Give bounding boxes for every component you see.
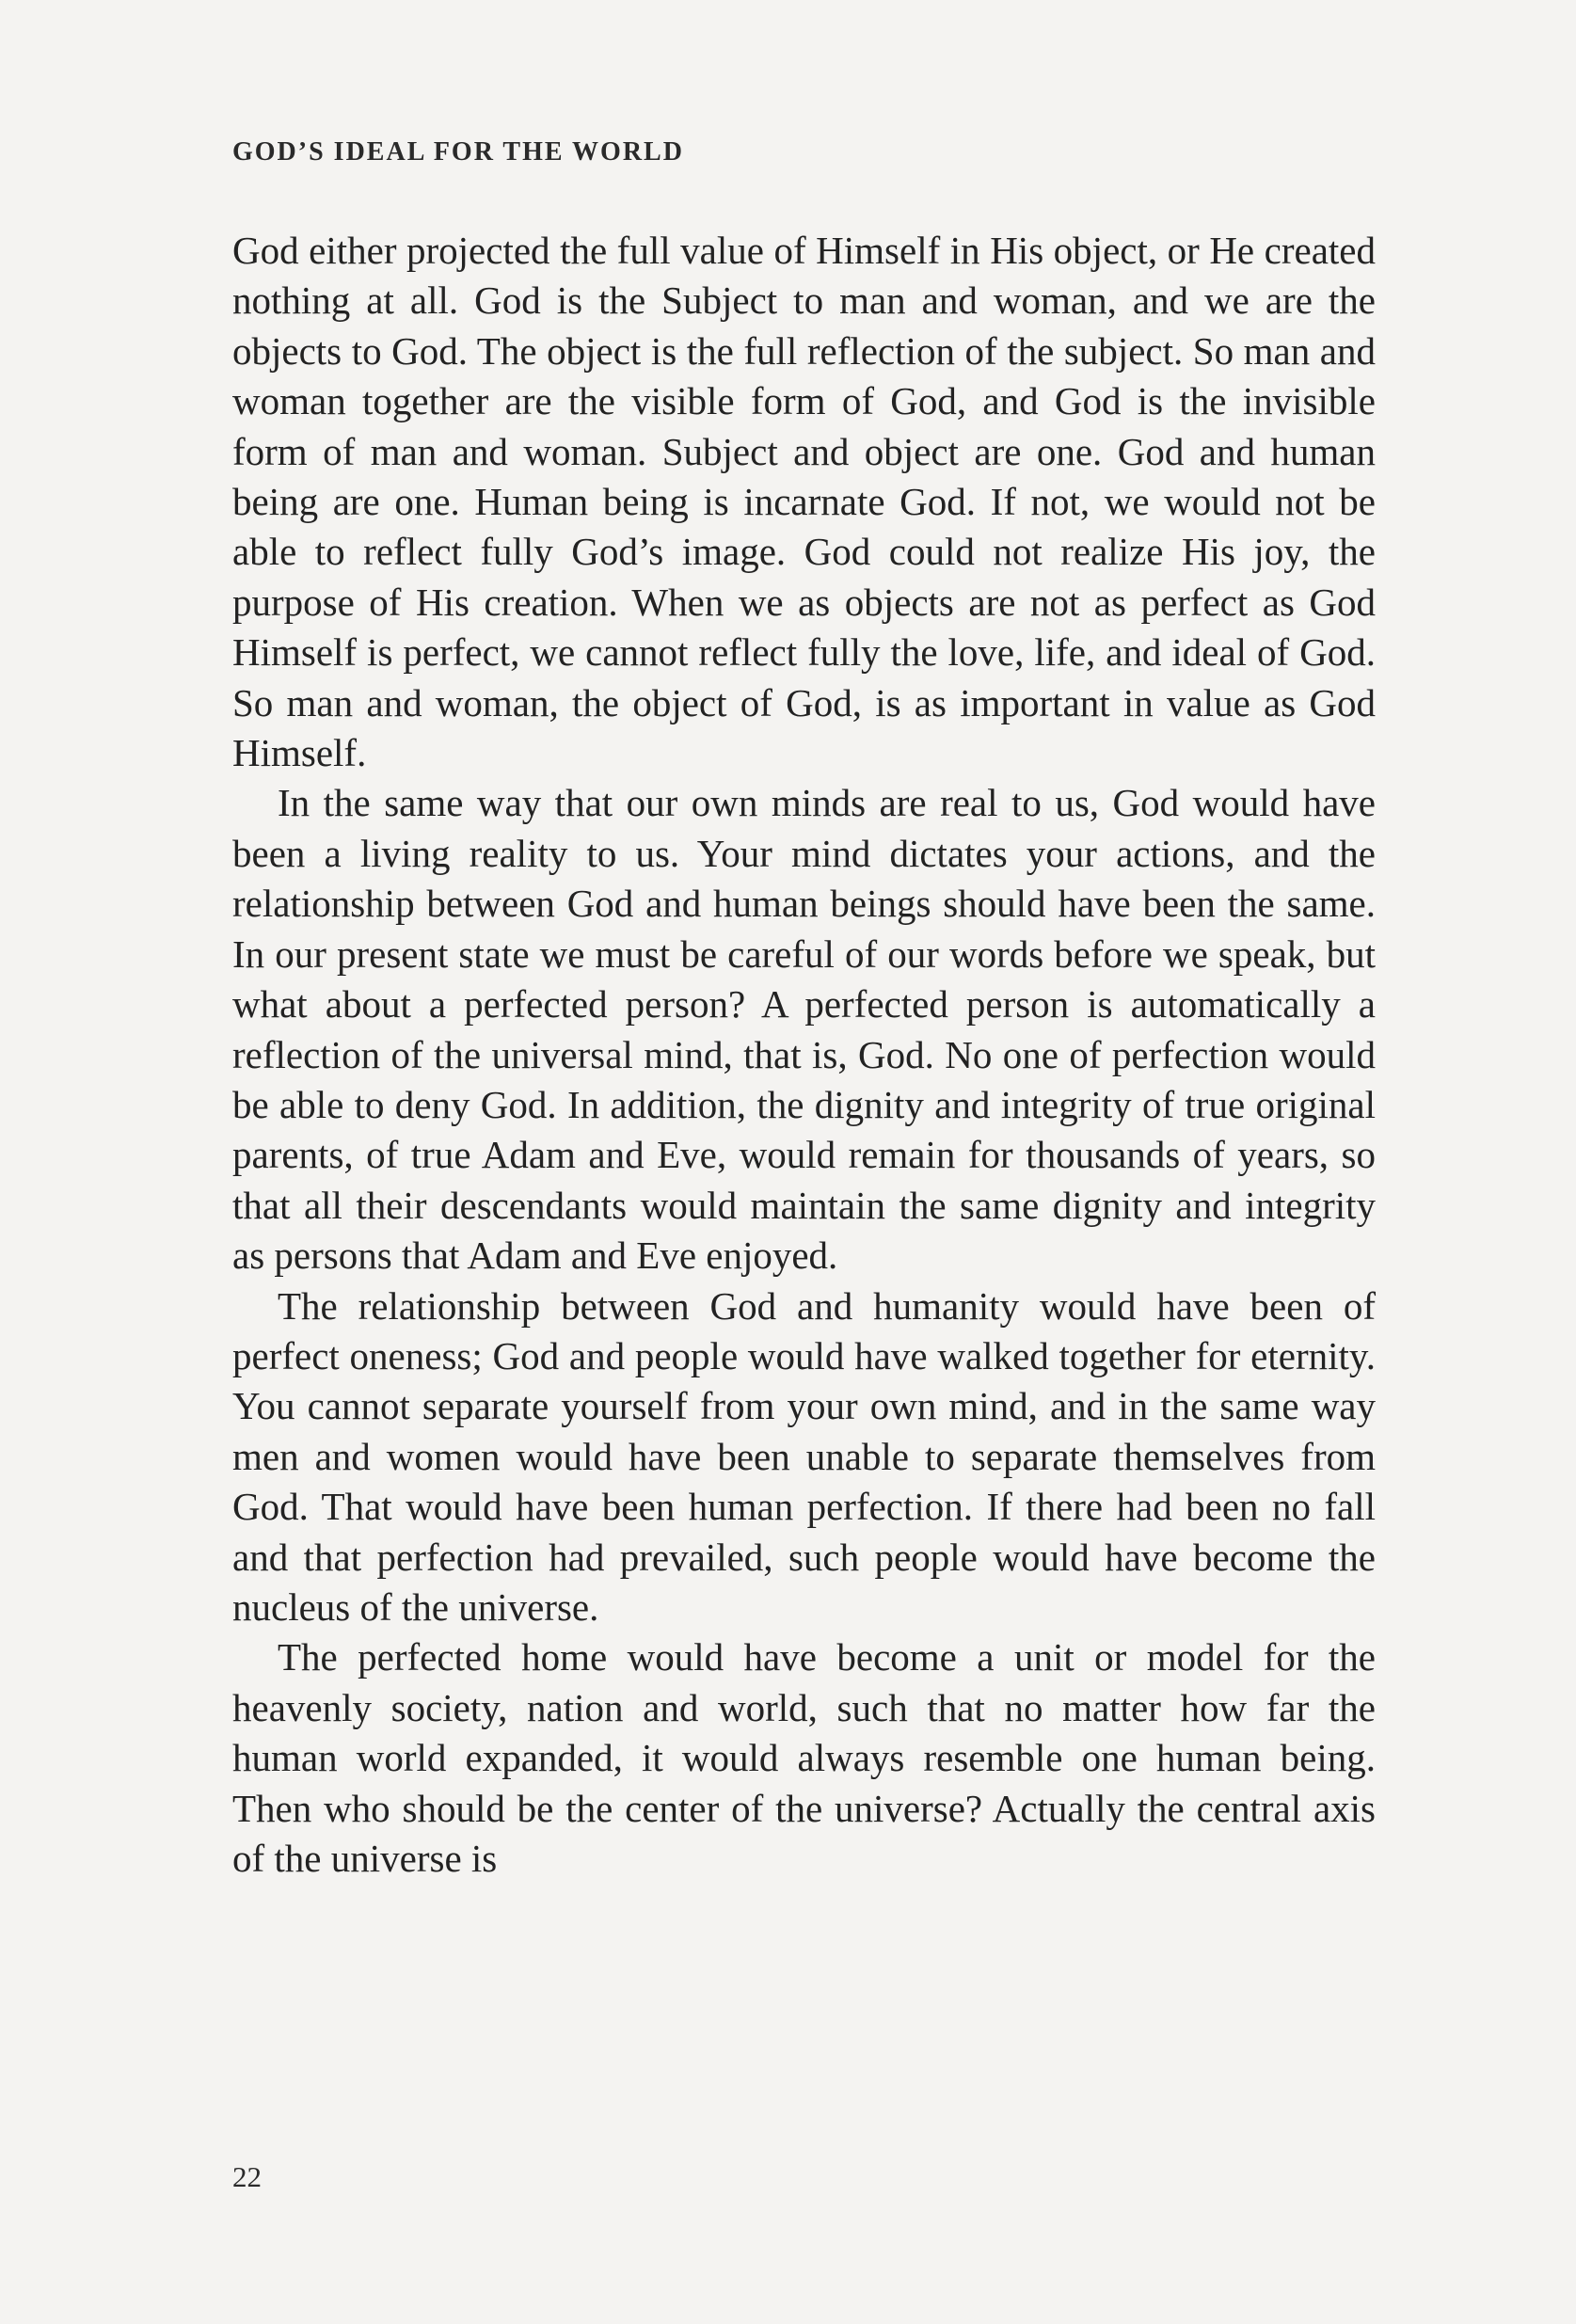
paragraph-1: God either projected the full value of Himself in His object, or He created nothing at all. God is the Subject to man and woman, and we are the objects to God. The object is the full reflection of the subject. So man and woman together are the visible form of God, and God is the invisible form of man and woman. Subject and object are one. God and human being are one. Human being is incarnate God. If not, we would not be able to reflect fully God’s image. God could not realize His joy, the purpose of His creation. When we as objects are not as perfect as God Himself is perfect, we cannot reflect fully the love, life, and ideal of God. So man and woman, the object of God, is as important in value as God Himself.	[232, 229, 1376, 775]
paragraph-2: In the same way that our own minds are real to us, God would have been a living reality to us. Your mind dictates your actions, and the relationship between God and human beings should have been the same. In our present state we must be careful of our words before we speak, but what about a perfected person? A perfected person is automatically a reflection of the universal mind, that is, God. No one of perfection would be able to deny God. In addition, the dignity and integrity of true original parents, of true Adam and Eve, would remain for thousands of years, so that all their descendants would maintain the same dignity and integrity as persons that Adam and Eve enjoyed.	[232, 781, 1376, 1278]
page-number: 22	[232, 2160, 262, 2193]
body-text	[232, 226, 1376, 1884]
paragraph-3: The relationship between God and humanity would have been of perfect oneness; God and people would have walked together for eternity. You cannot separate yourself from your own mind, and in the same way men and women would have been unable to separate themselves from God. That would have been human perfection. If there had been no fall and that perfection had prevailed, such people would have become the nucleus of the universe.	[232, 1283, 1376, 1629]
running-head: GOD’S IDEAL FOR THE WORLD	[232, 137, 684, 167]
paragraph-4: The perfected home would have become a unit or model for the heavenly society, nation and world, such that no matter how far the human world expanded, it would always resemble one human being. Then who should be the center of the universe? Actually the central axis of the universe is	[232, 1635, 1376, 1880]
